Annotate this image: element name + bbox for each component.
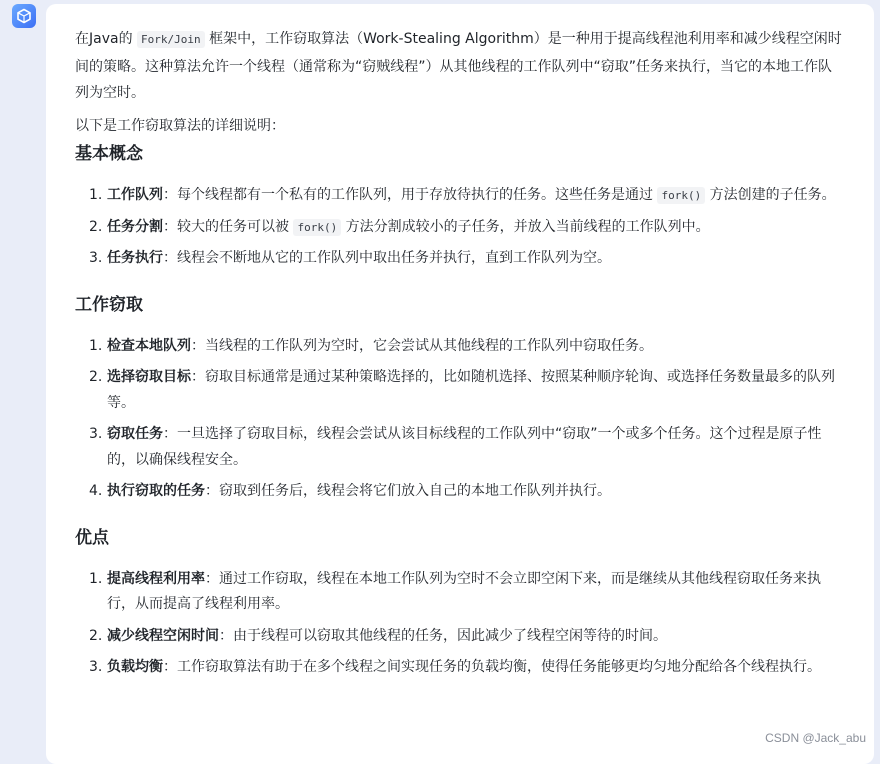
item-term: 窃取任务 xyxy=(107,426,163,442)
list-item xyxy=(89,365,844,416)
section-title-stealing: 工作窃取 xyxy=(75,294,143,315)
list-basic xyxy=(75,183,844,272)
item-number: 2. xyxy=(89,369,103,385)
item-text: 方法创建的子任务。 xyxy=(709,187,836,203)
intro-text-a: 在Java的 xyxy=(75,31,133,47)
list-item xyxy=(89,655,844,681)
item-text: ：由于线程可以窃取其他线程的任务，因此减少了线程空闲等待的时间。 xyxy=(219,627,667,644)
item-term: 任务执行 xyxy=(107,250,163,266)
item-number: 2. xyxy=(89,627,103,644)
item-term: 检查本地队列 xyxy=(107,337,191,354)
item-number: 3. xyxy=(89,659,103,675)
item-term: 提高线程利用率 xyxy=(107,570,205,587)
item-number: 2. xyxy=(89,218,103,235)
item-number: 3. xyxy=(89,426,103,442)
assistant-cube-icon xyxy=(16,8,32,24)
item-term: 任务分割 xyxy=(107,218,163,235)
list-item xyxy=(89,624,844,650)
list-item xyxy=(89,567,844,618)
item-number: 4. xyxy=(89,483,103,499)
item-text: ：工作窃取算法有助于在多个线程之间实现任务的负载均衡，使得任务能够更均匀地分配给各个线程执行。 xyxy=(163,659,821,675)
section-title-advantages: 优点 xyxy=(75,527,109,548)
list-item xyxy=(89,215,844,241)
assistant-avatar xyxy=(12,4,36,28)
item-number: 3. xyxy=(89,250,103,266)
item-number: 1. xyxy=(89,570,103,587)
lead-paragraph: 以下是工作窃取算法的详细说明： xyxy=(75,117,285,134)
item-text: ：窃取目标通常是通过某种策略选择的，比如随机选择、按照某种顺序轮询、或选择任务数量最多的队列等。 xyxy=(107,369,835,411)
list-item xyxy=(89,246,844,272)
item-term: 工作队列 xyxy=(107,187,163,203)
item-number: 1. xyxy=(89,187,103,203)
item-text: ：一旦选择了窃取目标，线程会尝试从该目标线程的工作队列中“窃取”一个或多个任务。这个过程是原子性的，以确保线程安全。 xyxy=(107,426,822,468)
list-item xyxy=(89,422,844,473)
item-text: ：通过工作窃取，线程在本地工作队列为空时不会立即空闲下来，而是继续从其他线程窃取任务来执行，从而提高了线程利用率。 xyxy=(107,570,821,612)
item-text: ：窃取到任务后，线程会将它们放入自己的本地工作队列并执行。 xyxy=(205,483,611,499)
list-item xyxy=(89,334,844,360)
watermark: CSDN @Jack_abu xyxy=(765,731,866,745)
item-text: ：当线程的工作队列为空时，它会尝试从其他线程的工作队列中窃取任务。 xyxy=(191,337,653,354)
item-text: ：线程会不断地从它的工作队列中取出任务并执行，直到工作队列为空。 xyxy=(163,250,611,266)
item-term: 减少线程空闲时间 xyxy=(107,627,219,644)
section-title-basic: 基本概念 xyxy=(75,144,143,164)
intro-text-b: 框架中，工作窃取算法（Work-Stealing Algorithm）是一种用于提高线程池利用率和减少线程空闲时间的策略。这种算法允许一个线程（通常称为“窃贼线程”）从其他线程的工作队列中“窃取”任务来执行，当它的本地工作队列为空时。 xyxy=(75,31,842,101)
message-card xyxy=(46,4,874,764)
item-text: 方法分割成较小的子任务，并放入当前线程的工作队列中。 xyxy=(345,218,710,235)
inline-code: Fork/Join xyxy=(137,31,205,48)
list-advantages xyxy=(75,567,844,681)
intro-paragraph xyxy=(75,26,844,107)
item-text: ：每个线程都有一个私有的工作队列，用于存放待执行的任务。这些任务是通过 xyxy=(163,187,653,203)
inline-code: fork() xyxy=(293,219,341,236)
item-number: 1. xyxy=(89,337,103,354)
item-term: 选择窃取目标 xyxy=(107,369,191,385)
item-term: 执行窃取的任务 xyxy=(107,483,205,499)
list-item xyxy=(89,479,844,505)
inline-code: fork() xyxy=(657,187,705,204)
list-item xyxy=(89,183,844,209)
item-text: ：较大的任务可以被 xyxy=(163,218,289,235)
item-term: 负载均衡 xyxy=(107,659,163,675)
list-stealing xyxy=(75,334,844,505)
